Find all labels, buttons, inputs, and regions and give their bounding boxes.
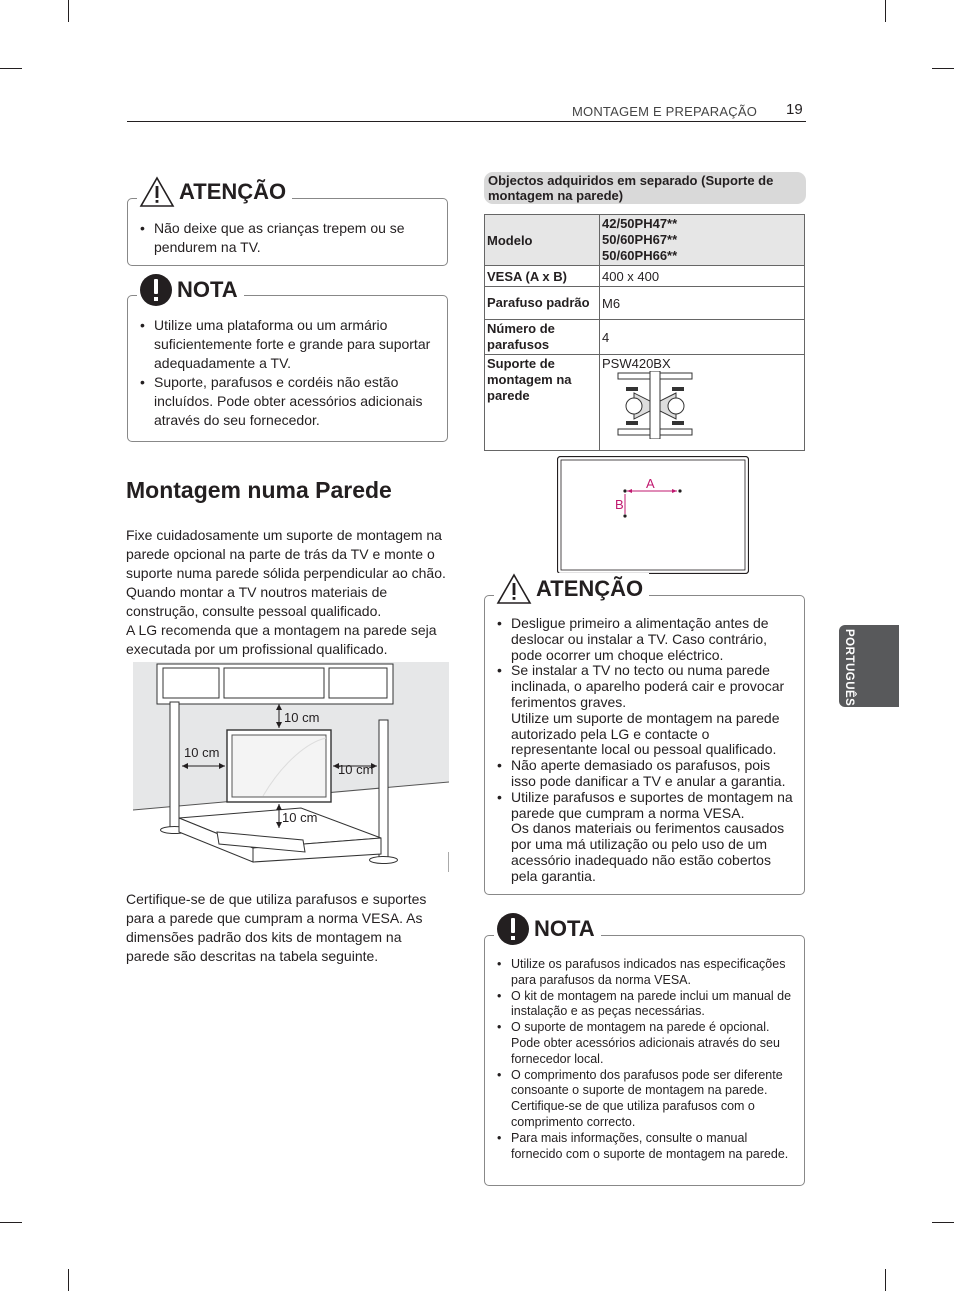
model-name: 50/60PH66** bbox=[602, 248, 678, 263]
list-item: • O kit de montagem na parede inclui um manual de instalação e as peças necessárias. bbox=[493, 989, 796, 1021]
language-tab-label: PORTUGUÊS bbox=[843, 629, 855, 707]
table-cell: M6 bbox=[600, 287, 805, 320]
table-cell: Parafuso padrão bbox=[485, 287, 600, 320]
page-number: 19 bbox=[786, 101, 803, 118]
crop-mark bbox=[932, 1222, 954, 1223]
wall-bracket-image bbox=[614, 371, 696, 439]
table-cell: Modelo bbox=[485, 215, 600, 266]
intro-paragraph bbox=[126, 526, 452, 659]
vesa-paragraph: Certifique-se de que utiliza parafusos e suportes para a parede que cumpram a norma VESA. As dimensões padrão dos kits de montagem na parede são descritas na tabela seguinte. bbox=[126, 891, 427, 964]
vesa-label-b: B bbox=[615, 497, 624, 512]
crop-mark bbox=[0, 68, 22, 69]
caution-title bbox=[137, 176, 292, 208]
list-item bbox=[493, 790, 795, 885]
list-item: • Desligue primeiro a alimentação antes de deslocar ou instalar a TV. Caso contrário, pode ocorrer um choque eléctrico. bbox=[493, 616, 795, 663]
list-item: • Não aperte demasiado os parafusos, pois isso pode danificar a TV e anular a garantia. bbox=[493, 758, 795, 790]
vesa-label-a: A bbox=[646, 476, 655, 491]
model-name: 50/60PH67** bbox=[602, 232, 678, 247]
table-cell: 400 x 400 bbox=[600, 266, 805, 287]
crop-mark bbox=[885, 1269, 886, 1291]
list-item-text: Utilize um suporte de montagem na parede autorizado pela LG e contacte o representante local ou pessoal qualificado. bbox=[511, 709, 780, 758]
list-item bbox=[493, 663, 795, 758]
crop-mark bbox=[68, 0, 69, 22]
table-cell: 4 bbox=[600, 320, 805, 355]
list-item: • Para mais informações, consulte o manual fornecido com o suporte de montagem na parede. bbox=[493, 1131, 796, 1163]
model-name: 42/50PH47** bbox=[602, 216, 678, 231]
table-cell bbox=[600, 215, 805, 266]
caution-title-text: ATENÇÃO bbox=[179, 179, 287, 204]
intro-text-1: Fixe cuidadosamente um suporte de montagem na parede opcional na parte de trás da TV e monte o suporte numa parede sólida perpendicular ao chão. Quando montar a TV noutros materiais de construção, consulte pessoal qualificado. bbox=[126, 527, 446, 619]
exclamation-circle-icon bbox=[139, 273, 173, 307]
crop-mark bbox=[932, 68, 954, 69]
list-item bbox=[493, 1068, 796, 1131]
list-item: • Não deixe que as crianças trepem ou se pendurem na TV. bbox=[136, 219, 436, 257]
caution-title bbox=[494, 573, 649, 605]
clearance-label-bottom: 10 cm bbox=[282, 810, 318, 825]
table-row bbox=[485, 215, 805, 266]
table-cell bbox=[600, 355, 805, 451]
table-row bbox=[485, 355, 805, 451]
vesa-diagram bbox=[557, 456, 749, 574]
table-row bbox=[485, 287, 805, 320]
crop-mark bbox=[68, 1269, 69, 1291]
caution-list bbox=[136, 219, 436, 257]
header-rule bbox=[127, 121, 806, 122]
table-title: Objectos adquiridos em separado (Suporte de montagem na parede) bbox=[484, 172, 806, 204]
crop-mark bbox=[0, 1222, 22, 1223]
note-title bbox=[137, 273, 244, 307]
caution-list bbox=[493, 616, 795, 885]
clearance-label-right: 10 cm bbox=[338, 762, 374, 777]
table-cell: VESA (A x B) bbox=[485, 266, 600, 287]
warning-triangle-icon bbox=[139, 176, 175, 208]
wall-clearance-figure bbox=[133, 662, 449, 872]
list-item-text: • Se instalar a TV no tecto ou numa parede inclinada, o aparelho poderá cair e provocar ferimentos graves. bbox=[511, 662, 785, 710]
list-item: • O suporte de montagem na parede é opcional. Pode obter acessórios adicionais através do seu fornecedor local. bbox=[493, 1020, 796, 1067]
exclamation-circle-icon bbox=[496, 912, 530, 946]
list-item: • Suporte, parafusos e cordéis não estão incluídos. Pode obter acessórios adicionais através do seu fornecedor. bbox=[136, 373, 442, 430]
clearance-label-top: 10 cm bbox=[284, 710, 320, 725]
warning-triangle-icon bbox=[496, 573, 532, 605]
note-title-text: NOTA bbox=[534, 916, 595, 941]
bracket-model: PSW420BX bbox=[602, 356, 671, 371]
list-item: • Utilize uma plataforma ou um armário suficientemente forte e grande para suportar adequadamente a TV. bbox=[136, 316, 442, 373]
crop-mark bbox=[885, 0, 886, 22]
table-cell: Número de parafusos bbox=[485, 320, 600, 355]
section-heading: Montagem numa Parede bbox=[126, 477, 392, 503]
spec-table bbox=[484, 214, 805, 451]
note-title bbox=[494, 912, 601, 946]
clearance-label-left: 10 cm bbox=[184, 745, 220, 760]
caution-title-text: ATENÇÃO bbox=[536, 576, 644, 601]
list-item-text: Certifique-se de que utiliza parafusos com o comprimento correcto. bbox=[511, 1099, 755, 1129]
table-row bbox=[485, 320, 805, 355]
list-item-text: Os danos materiais ou ferimentos causados por uma má utilização ou pelo uso de um acessório inadequado não estão cobertos pela garantia. bbox=[511, 820, 785, 884]
running-header: MONTAGEM E PREPARAÇÃO bbox=[572, 104, 758, 119]
list-item: • Utilize os parafusos indicados nas especificações para parafusos da norma VESA. bbox=[493, 957, 796, 989]
list-item-text: • O comprimento dos parafusos pode ser diferente consoante o suporte de montagem na parede. bbox=[511, 1067, 783, 1098]
table-cell: Suporte de montagem na parede bbox=[485, 355, 600, 451]
intro-text-2: A LG recomenda que a montagem na parede seja executada por um profissional qualificado. bbox=[126, 622, 437, 657]
list-item-text: • Utilize parafusos e suportes de montagem na parede que cumpram a norma VESA. bbox=[511, 788, 793, 821]
note-list bbox=[136, 316, 442, 430]
note-title-text: NOTA bbox=[177, 277, 238, 302]
note-list bbox=[493, 957, 796, 1162]
language-tab bbox=[839, 625, 899, 707]
table-row bbox=[485, 266, 805, 287]
